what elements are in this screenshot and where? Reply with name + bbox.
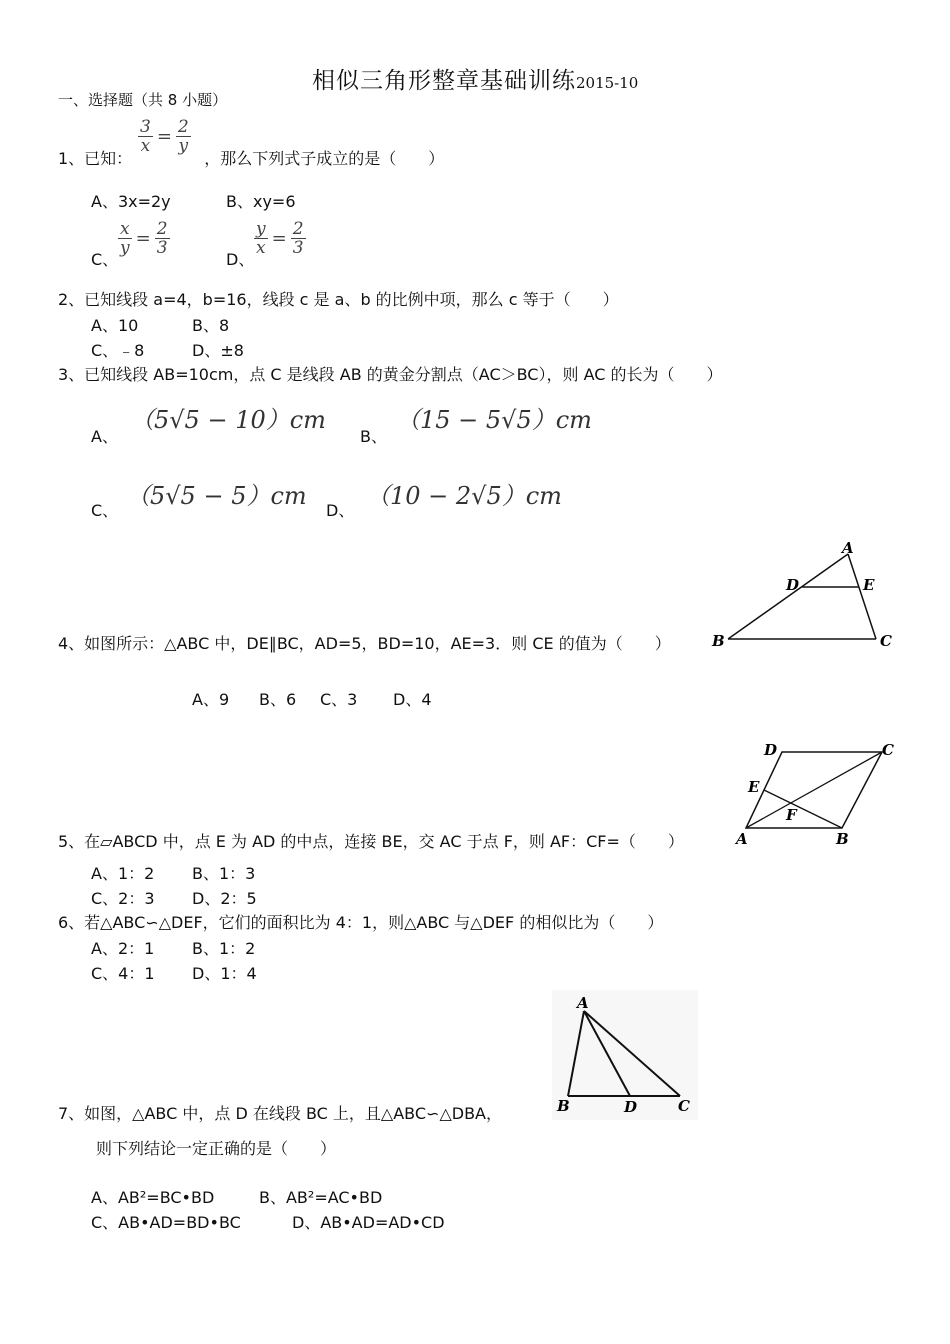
q6-option-c: C、4：1 bbox=[91, 964, 155, 983]
q4-option-a: A、9 bbox=[192, 690, 230, 709]
q2-stem: 2、已知线段 a=4，b=16，线段 c 是 a、b 的比例中项，那么 c 等于（ ） bbox=[58, 290, 619, 309]
q5-option-d: D、2：5 bbox=[192, 889, 257, 908]
q3-option-c-label: C、 bbox=[91, 501, 119, 520]
q6-stem: 6、若△ABC∽△DEF，它们的面积比为 4：1，则△ABC 与△DEF 的相似比为（ ） bbox=[58, 913, 664, 932]
q6-option-a: A、2：1 bbox=[91, 939, 155, 958]
q2-option-d: D、±8 bbox=[192, 341, 244, 360]
q1-option-d-formula: $\frac{y}{x}$ = $\frac{2}{3}$ bbox=[256, 219, 304, 258]
title-year: 2015-10 bbox=[576, 74, 639, 92]
q4-label-d: D bbox=[786, 576, 800, 594]
q4-stem: 4、如图所示：△ABC 中，DE∥BC，AD=5，BD=10，AE=3．则 CE 的值为（ ） bbox=[58, 634, 671, 653]
q7-stem: 7、如图，△ABC 中，点 D 在线段 BC 上，且△ABC∽△DBA， bbox=[58, 1104, 502, 1123]
q5-label-e: E bbox=[748, 778, 760, 796]
q5-option-b: B、1：3 bbox=[192, 864, 256, 883]
q7-label-b: B bbox=[557, 1097, 570, 1115]
q3-option-c-expr: （5√5 − 5）cm bbox=[126, 482, 307, 510]
q7-triangle-figure bbox=[552, 990, 698, 1120]
q5-label-b: B bbox=[836, 830, 849, 848]
q5-label-d: D bbox=[764, 741, 778, 759]
q4-option-d: D、4 bbox=[393, 690, 432, 709]
q3-option-b-expr: （15 − 5√5）cm bbox=[396, 406, 592, 434]
q7-label-a: A bbox=[577, 994, 589, 1012]
q4-label-a: A bbox=[842, 539, 854, 557]
q2-option-c: C、﹣8 bbox=[91, 341, 145, 360]
q3-option-b-label: B、 bbox=[360, 427, 387, 446]
q7-option-a: A、AB²=BC•BD bbox=[91, 1188, 215, 1207]
q1-given-formula: $\frac{3}{x}$ = $\frac{2}{y}$ bbox=[140, 117, 189, 156]
q7-option-d: D、AB•AD=AD•CD bbox=[292, 1213, 445, 1232]
q2-option-a: A、10 bbox=[91, 316, 139, 335]
q1-option-c-formula: $\frac{x}{y}$ = $\frac{2}{3}$ bbox=[119, 219, 168, 258]
q4-label-c: C bbox=[880, 632, 892, 650]
q6-option-b: B、1：2 bbox=[192, 939, 256, 958]
section-heading: 一、选择题（共 8 小题） bbox=[58, 91, 228, 109]
q2-option-b: B、8 bbox=[192, 316, 230, 335]
q6-option-d: D、1：4 bbox=[192, 964, 257, 983]
q4-option-b: B、6 bbox=[259, 690, 297, 709]
q4-label-e: E bbox=[863, 576, 875, 594]
q3-stem: 3、已知线段 AB=10cm，点 C 是线段 AB 的黄金分割点（AC＞BC），则 AC 的长为（ ） bbox=[58, 365, 723, 384]
q5-option-a: A、1：2 bbox=[91, 864, 155, 883]
q7-stem-line2: 则下列结论一定正确的是（ ） bbox=[96, 1139, 337, 1158]
q5-label-a: A bbox=[736, 830, 748, 848]
q3-option-a-label: A、 bbox=[91, 427, 118, 446]
q5-parallelogram-figure bbox=[730, 738, 900, 850]
q5-label-f: F bbox=[786, 806, 797, 824]
q4-label-b: B bbox=[712, 632, 725, 650]
q1-option-d-label: D、 bbox=[226, 250, 255, 269]
q5-option-c: C、2：3 bbox=[91, 889, 155, 908]
q5-label-c: C bbox=[882, 741, 894, 759]
q3-option-d-label: D、 bbox=[326, 501, 355, 520]
q7-label-c: C bbox=[678, 1097, 690, 1115]
q7-label-d: D bbox=[624, 1098, 638, 1116]
page-title: 相似三角形整章基础训练2015-10 bbox=[312, 68, 639, 94]
q7-option-b: B、AB²=AC•BD bbox=[259, 1188, 383, 1207]
q1-option-a: A、3x=2y bbox=[91, 192, 171, 211]
q1-option-c-label: C、 bbox=[91, 250, 119, 269]
q5-stem: 5、在▱ABCD 中，点 E 为 AD 的中点，连接 BE，交 AC 于点 F，则 AF：CF=（ ） bbox=[58, 832, 684, 851]
q1-option-b: B、xy=6 bbox=[226, 192, 296, 211]
q3-option-a-expr: （5√5 − 10）cm bbox=[130, 406, 326, 434]
q1-stem: 1、已知： ，那么下列式子成立的是（ ） bbox=[58, 149, 445, 168]
q3-option-d-expr: （10 − 2√5）cm bbox=[366, 482, 562, 510]
q7-option-c: C、AB•AD=BD•BC bbox=[91, 1213, 241, 1232]
q4-option-c: C、3 bbox=[320, 690, 358, 709]
q4-triangle-figure bbox=[706, 538, 902, 654]
